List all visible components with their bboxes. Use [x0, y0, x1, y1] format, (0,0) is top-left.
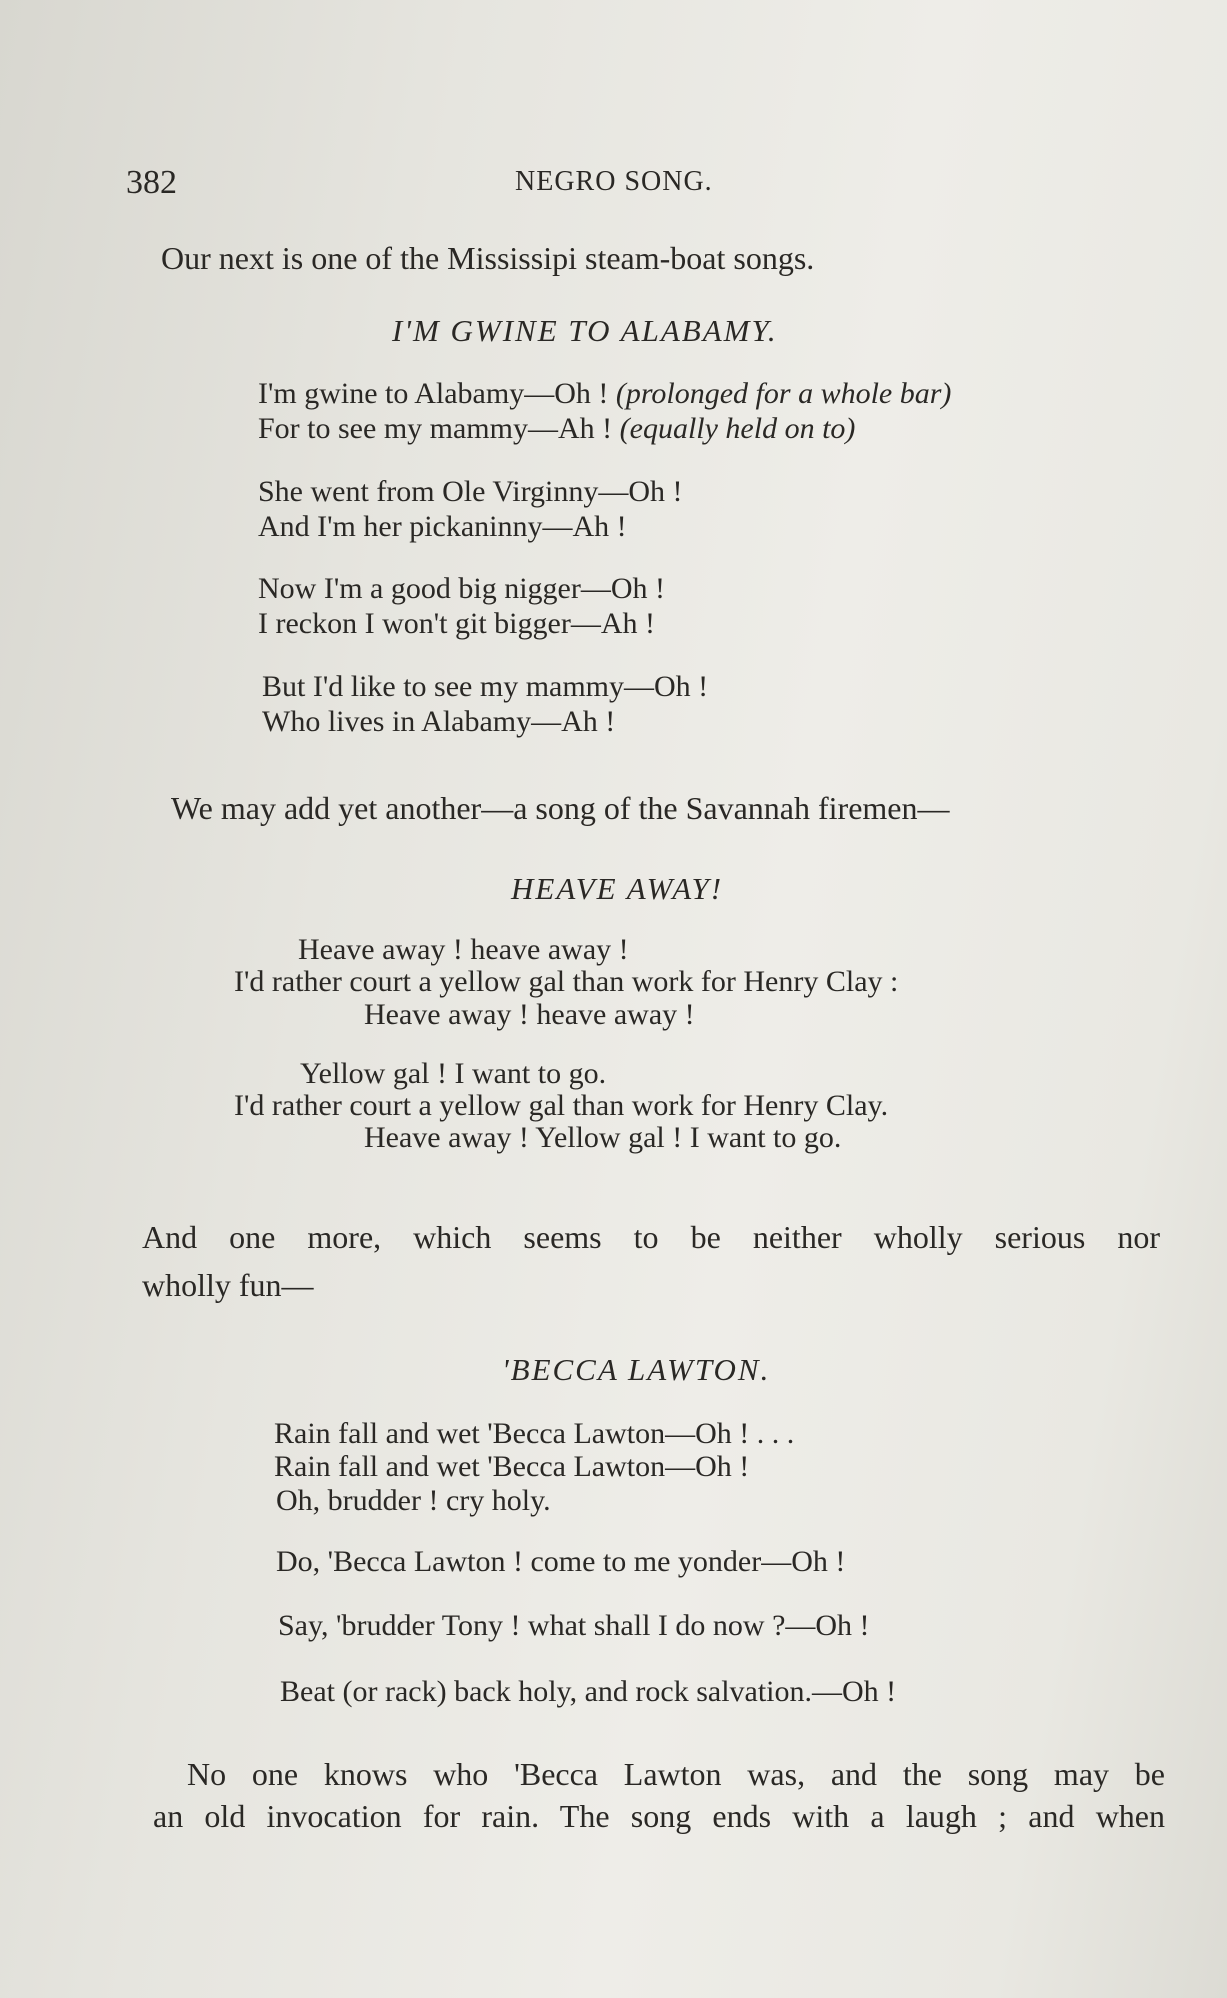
verse-line: Beat (or rack) back holy, and rock salvation.—Oh !	[280, 1675, 897, 1708]
paragraph-line: No one knows who 'Becca Lawton was, and the song may be	[187, 1756, 1165, 1792]
song-title-becca-lawton: 'BECCA LAWTON.	[502, 1352, 771, 1387]
intro-paragraph-2: We may add yet another—a song of the Savannah firemen—	[171, 790, 950, 826]
verse-line: Who lives in Alabamy—Ah !	[262, 705, 616, 738]
paragraph-line: an old invocation for rain. The song ends with a laugh ; and when	[153, 1798, 1165, 1834]
verse-line: But I'd like to see my mammy—Oh !	[262, 670, 709, 703]
running-title: NEGRO SONG.	[515, 166, 713, 197]
paragraph-line: And one more, which seems to be neither wholly serious nor	[142, 1219, 1160, 1255]
verse-line: Heave away ! heave away !	[298, 933, 629, 966]
song-title-heave-away: HEAVE AWAY!	[511, 871, 724, 906]
verse-line: I'd rather court a yellow gal than work for Henry Clay :	[234, 965, 899, 998]
verse-line: Heave away ! Yellow gal ! I want to go.	[364, 1121, 842, 1154]
verse-line: Say, 'brudder Tony ! what shall I do now ?—Oh !	[278, 1609, 870, 1642]
verse-line: And I'm her pickaninny—Ah !	[258, 510, 627, 543]
page-number: 382	[126, 164, 177, 201]
intro-paragraph-1: Our next is one of the Mississipi steam-boat songs.	[161, 240, 815, 276]
paragraph-line: wholly fun—	[142, 1267, 314, 1303]
verse-line: I'd rather court a yellow gal than work for Henry Clay.	[234, 1089, 889, 1122]
song-title-alabamy: I'M GWINE TO ALABAMY.	[392, 313, 778, 348]
stage-note: (prolonged for a whole bar)	[615, 377, 952, 410]
verse-line: She went from Ole Virginny—Oh !	[258, 475, 683, 508]
verse-text: I'm gwine to Alabamy—Oh !	[258, 377, 609, 410]
verse-line: Heave away ! heave away !	[364, 998, 695, 1031]
intro-paragraph-3	[142, 1213, 1160, 1309]
verse-line	[258, 412, 855, 446]
verse-text: For to see my mammy—Ah !	[258, 412, 613, 445]
verse-line	[258, 377, 951, 411]
verse-line: Oh, brudder ! cry holy.	[276, 1484, 551, 1517]
verse-line: I reckon I won't git bigger—Ah !	[258, 607, 655, 640]
verse-line: Do, 'Becca Lawton ! come to me yonder—Oh !	[276, 1545, 846, 1578]
verse-line: Yellow gal ! I want to go.	[300, 1057, 607, 1090]
stage-note: (equally held on to)	[619, 412, 856, 445]
closing-paragraph	[153, 1753, 1165, 1837]
verse-line: Now I'm a good big nigger—Oh !	[258, 572, 666, 605]
verse-line: Rain fall and wet 'Becca Lawton—Oh ! . . .	[274, 1417, 795, 1450]
verse-line: Rain fall and wet 'Becca Lawton—Oh !	[274, 1450, 750, 1483]
